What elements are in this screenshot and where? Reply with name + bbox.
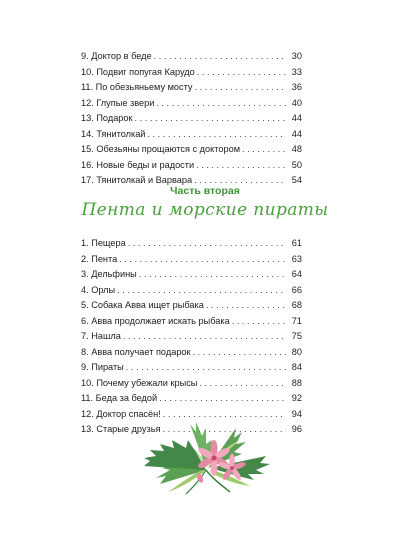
dot-leader [159,391,286,407]
entry-title: 13. Подарок [81,113,133,123]
entry-page-number: 33 [291,66,302,77]
entry-page-number: 44 [291,128,302,139]
dot-leader [193,345,286,361]
contents-entry [81,314,302,330]
entry-page-number: 63 [291,253,302,264]
dot-leader [156,96,286,112]
contents-entry [81,142,302,158]
contents-entry [81,111,302,127]
entry-page-number: 36 [291,82,302,92]
entry-title: 4. Орлы [81,284,116,295]
entry-page-number: 64 [291,269,302,279]
contents-entry [81,298,302,314]
contents-entry [81,236,302,252]
dot-leader [128,236,286,252]
entry-title: 11. По обезьяньему мосту [81,82,193,92]
dot-leader [206,298,286,314]
contents-entry [81,49,302,65]
dot-leader [139,267,286,283]
dot-leader [232,314,286,330]
part-two-label: Часть вторая [170,185,240,197]
entry-page-number: 54 [291,175,302,185]
entry-page-number: 80 [291,346,302,357]
contents-entry [81,345,302,361]
dot-leader [117,283,286,299]
contents-entry [81,376,302,392]
contents-entry [81,267,302,283]
contents-entry [81,127,302,143]
entry-title: 6. Авва продолжает искать рыбака [81,315,230,326]
entry-title: 17. Тянитолкай и Варвара [81,175,193,185]
dot-leader [135,111,286,127]
contents-entry [81,80,302,96]
entry-page-number: 44 [291,113,302,123]
contents-list-part-one [81,49,302,189]
contents-entry [81,252,302,268]
entry-page-number: 92 [291,393,302,403]
entry-page-number: 61 [291,238,302,248]
entry-page-number: 75 [291,331,302,341]
contents-entry [81,158,302,174]
part-two-title: Пента и морские пираты [81,200,329,220]
entry-page-number: 50 [291,159,302,170]
entry-page-number: 96 [291,424,302,434]
entry-page-number: 94 [291,408,302,419]
dot-leader [242,142,286,158]
contents-entry [81,360,302,376]
entry-title: 14. Тянитолкай [81,128,146,139]
entry-title: 9. Пираты [81,362,124,372]
entry-title: 7. Нашла [81,331,121,341]
entry-page-number: 88 [291,377,302,388]
dot-leader [197,65,286,81]
entry-page-number: 66 [291,284,302,295]
entry-title: 8. Авва получает подарок [81,346,191,357]
entry-title: 2. Пента [81,253,118,264]
entry-title: 15. Обезьяны прощаются с доктором [81,144,241,154]
entry-title: 13. Старые друзья [81,424,161,434]
contents-entry [81,329,302,345]
entry-title: 10. Подвиг попугая Карудо [81,66,195,77]
entry-page-number: 84 [291,362,302,372]
contents-entry [81,96,302,112]
entry-title: 9. Доктор в беде [81,51,152,61]
dot-leader [126,360,286,376]
entry-page-number: 40 [291,97,302,108]
entry-title: 11. Беда за бедой [81,393,158,403]
entry-title: 5. Собака Авва ищет рыбака [81,300,204,310]
entry-page-number: 48 [291,144,302,154]
dot-leader [199,376,286,392]
dot-leader [123,329,286,345]
contents-entry [81,391,302,407]
dot-leader [196,158,286,174]
dot-leader [154,49,286,65]
entry-title: 12. Глупые звери [81,97,155,108]
contents-entry [81,65,302,81]
entry-title: 10. Почему убежали крысы [81,377,198,388]
entry-page-number: 30 [291,51,302,61]
entry-page-number: 68 [291,300,302,310]
entry-title: 12. Доктор спасён! [81,408,161,419]
entry-page-number: 71 [291,315,302,326]
dot-leader [147,127,286,143]
entry-title: 16. Новые беды и радости [81,159,195,170]
contents-list-part-two [81,236,302,438]
contents-entry [81,283,302,299]
entry-title: 1. Пещера [81,238,126,248]
palm-leaves-and-lilies-icon [140,418,275,498]
entry-title: 3. Дельфины [81,269,137,279]
dot-leader [195,80,286,96]
dot-leader [119,252,286,268]
